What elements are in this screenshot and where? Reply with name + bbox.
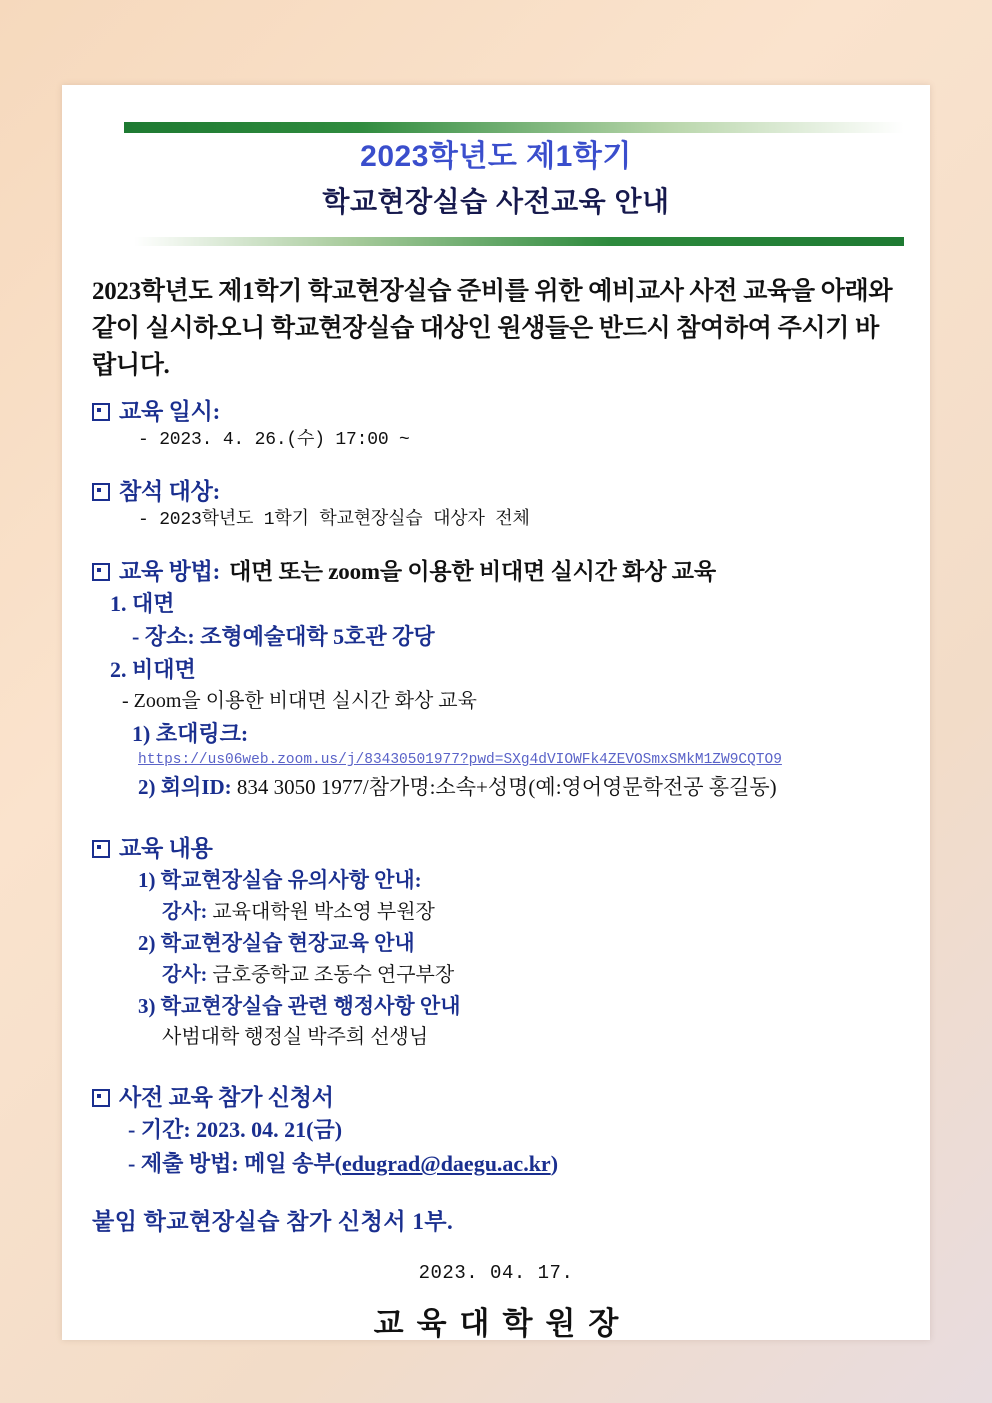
content-item-sub	[162, 897, 900, 927]
section-method-heading-extra: 대면 또는 zoom을 이용한 비대면 실시간 화상 교육	[229, 559, 716, 585]
section-method-heading	[92, 556, 900, 587]
section-datetime-heading-text: 교육 일시:	[119, 399, 221, 424]
method-item1-place: - 장소: 조형예술대학 5호관 강당	[132, 624, 435, 650]
section-attendees-value: - 2023학년도 1학기 학교현장실습 대상자 전체	[138, 510, 530, 531]
section-datetime-heading	[92, 396, 900, 427]
content-item-sub	[162, 1022, 900, 1052]
method-item2-label: 2. 비대면	[110, 657, 196, 683]
application-submit-suffix: )	[550, 1151, 559, 1177]
header-bar-top	[124, 122, 904, 133]
section-contents	[92, 833, 900, 1052]
content-item-sub-label: 강사:	[162, 963, 208, 986]
content-item-title: 1) 학교현장실습 유의사항 안내:	[138, 868, 422, 893]
content-item-sub-value: 교육대학원 박소영 부원장	[212, 900, 435, 923]
section-contents-heading	[92, 833, 900, 864]
bullet-square-icon	[92, 403, 110, 421]
bullet-square-icon	[92, 1089, 110, 1107]
content-item-sub-value: 사범대학 행정실 박주희 선생님	[162, 1026, 429, 1049]
attachment-note: 붙임 학교현장실습 참가 신청서 1부.	[92, 1209, 454, 1235]
section-attendees-heading-text: 참석 대상:	[119, 479, 221, 505]
method-invite-label: 1) 초대링크:	[132, 721, 249, 747]
section-method	[92, 556, 900, 803]
notice-inner	[62, 85, 930, 1340]
method-item1-label: 1. 대면	[110, 591, 175, 617]
bullet-square-icon	[92, 563, 110, 581]
content-item-sub	[162, 960, 900, 990]
content-item-sub-value: 금호중학교 조동수 연구부장	[212, 963, 455, 986]
header-bar-bottom	[134, 237, 904, 246]
zoom-invite-link[interactable]: https://us06web.zoom.us/j/83430501977?pwd=SXg4dVIOWFk4ZEVOSmxSMkM1ZW9CQTO9	[138, 752, 782, 769]
section-attendees	[92, 476, 900, 534]
method-meeting-row	[138, 772, 900, 804]
intro-paragraph: 2023학년도 제1학기 학교현장실습 준비를 위한 예비교사 사전 교육을 아래와 같이 실시하오니 학교현장실습 대상인 원생들은 반드시 참여하여 주시기 바랍니다.	[92, 278, 893, 379]
section-contents-heading-text: 교육 내용	[119, 836, 213, 862]
issue-date: 2023. 04. 17.	[418, 1262, 574, 1285]
method-meeting-label: 2) 회의ID:	[138, 774, 232, 799]
method-meeting-value: 834 3050 1977/참가명:소속+성명(예:영어영문학전공 홍길동)	[236, 774, 777, 799]
section-application-heading	[92, 1082, 900, 1113]
content-item-sub-label: 강사:	[162, 900, 208, 923]
section-application	[92, 1082, 900, 1181]
content-item-title: 3) 학교현장실습 관련 행정사항 안내	[138, 993, 461, 1018]
content-item-title: 2) 학교현장실습 현장교육 안내	[138, 930, 415, 955]
document-body	[92, 273, 900, 1343]
signer-title: 교육대학원장	[373, 1306, 632, 1342]
application-email-link[interactable]: edugrad@daegu.ac.kr	[342, 1151, 551, 1177]
application-period: - 기간: 2023. 04. 21(금)	[128, 1117, 343, 1143]
section-method-heading-text: 교육 방법:	[119, 559, 221, 585]
page-title-line2: 학교현장실습 사전교육 안내	[322, 185, 670, 217]
section-application-heading-text: 사전 교육 참가 신청서	[119, 1085, 334, 1111]
application-submit-prefix: - 제출 방법: 메일 송부(	[128, 1151, 342, 1177]
page-title-line1: 2023학년도 제1학기	[360, 140, 632, 173]
title-block	[62, 137, 930, 221]
application-submit	[128, 1147, 900, 1181]
section-datetime-value: - 2023. 4. 26.(수) 17:00 ~	[138, 430, 410, 451]
section-datetime	[92, 396, 900, 454]
section-attendees-heading	[92, 476, 900, 507]
bullet-square-icon	[92, 483, 110, 501]
notice-page	[62, 85, 930, 1340]
method-item2-desc: - Zoom을 이용한 비대면 실시간 화상 교육	[122, 690, 477, 713]
bullet-square-icon	[92, 840, 110, 858]
